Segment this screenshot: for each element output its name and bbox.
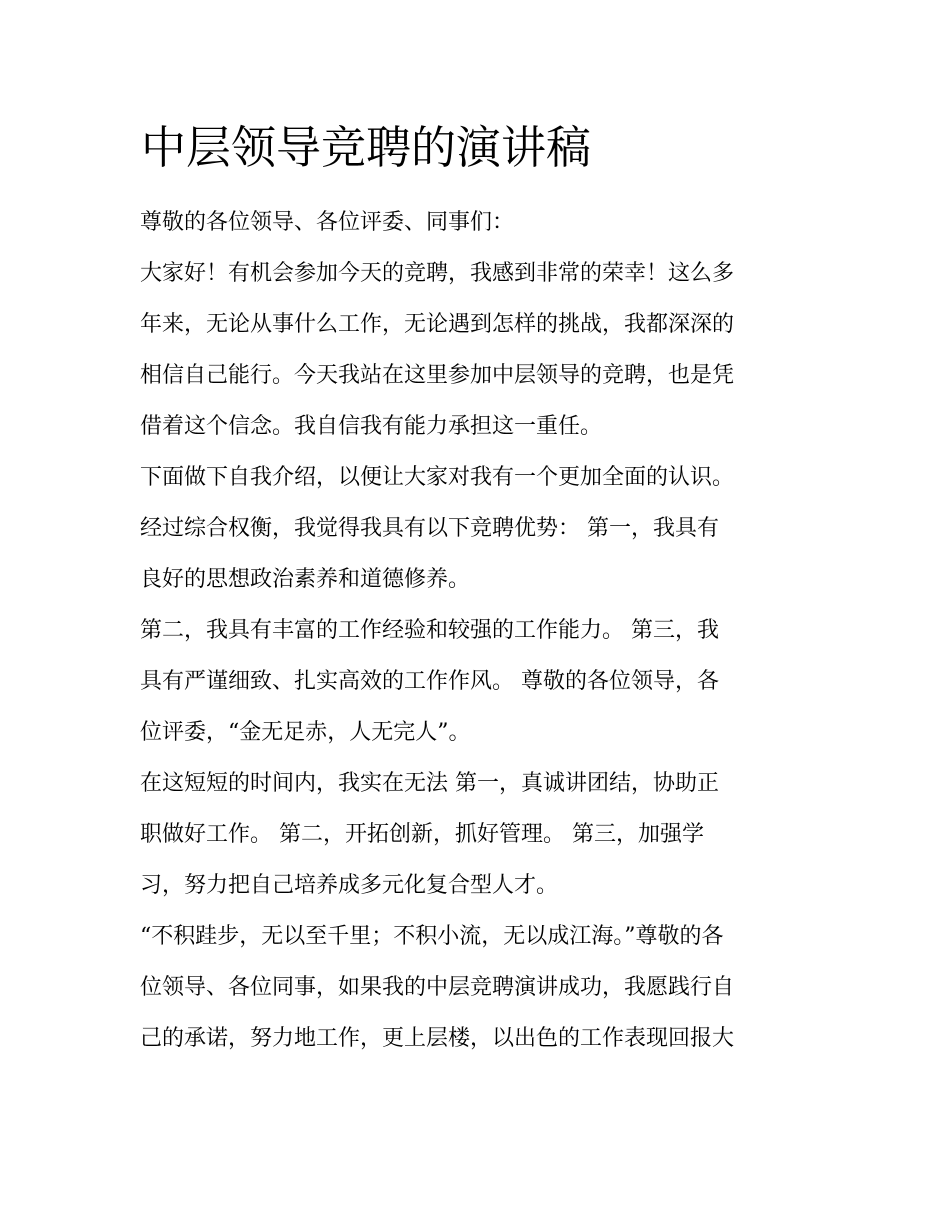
text-line-14: 习，努力把自己培养成多元化复合型人才。 bbox=[140, 873, 559, 898]
text-line-16: 位领导、各位同事，如果我的中层竞聘演讲成功，我愿践行自 bbox=[140, 975, 735, 1000]
text-line-8: 良好的思想政治素养和道德修养。 bbox=[140, 567, 471, 592]
text-line-13: 职做好工作。 第二，开拓创新，抓好管理。 第三，加强学 bbox=[140, 822, 704, 847]
text-line-7: 经过综合权衡，我觉得我具有以下竞聘优势： 第一，我具有 bbox=[140, 516, 719, 541]
speech-body bbox=[140, 197, 815, 1064]
text-line-6: 下面做下自我介绍，以便让大家对我有一个更加全面的认识。 bbox=[140, 465, 735, 490]
text-line-4: 相信自己能行。今天我站在这里参加中层领导的竞聘，也是凭 bbox=[140, 363, 735, 388]
text-line-3: 年来，无论从事什么工作，无论遇到怎样的挑战，我都深深的 bbox=[140, 312, 735, 337]
text-line-9: 第二，我具有丰富的工作经验和较强的工作能力。 第三，我 bbox=[140, 618, 719, 643]
page-title: 中层领导竞聘的演讲稿 bbox=[141, 121, 592, 174]
text-line-17: 己的承诺，努力地工作，更上层楼，以出色的工作表现回报大 bbox=[140, 1026, 735, 1051]
text-line-1: 尊敬的各位领导、各位评委、同事们： bbox=[140, 210, 515, 235]
text-line-10: 具有严谨细致、扎实高效的工作作风。 尊敬的各位领导，各 bbox=[140, 669, 719, 694]
text-line-5: 借着这个信念。我自信我有能力承担这一重任。 bbox=[140, 414, 603, 439]
text-line-12: 在这短短的时间内，我实在无法 第一，真诚讲团结，协助正 bbox=[140, 771, 719, 796]
text-line-11: 位评委，“金无足赤，人无完人”。 bbox=[140, 720, 471, 745]
text-line-15: “不积跬步，无以至千里；不积小流，无以成江海。”尊敬的各 bbox=[140, 924, 724, 949]
text-line-2: 大家好！有机会参加今天的竞聘，我感到非常的荣幸！这么多 bbox=[140, 261, 735, 286]
